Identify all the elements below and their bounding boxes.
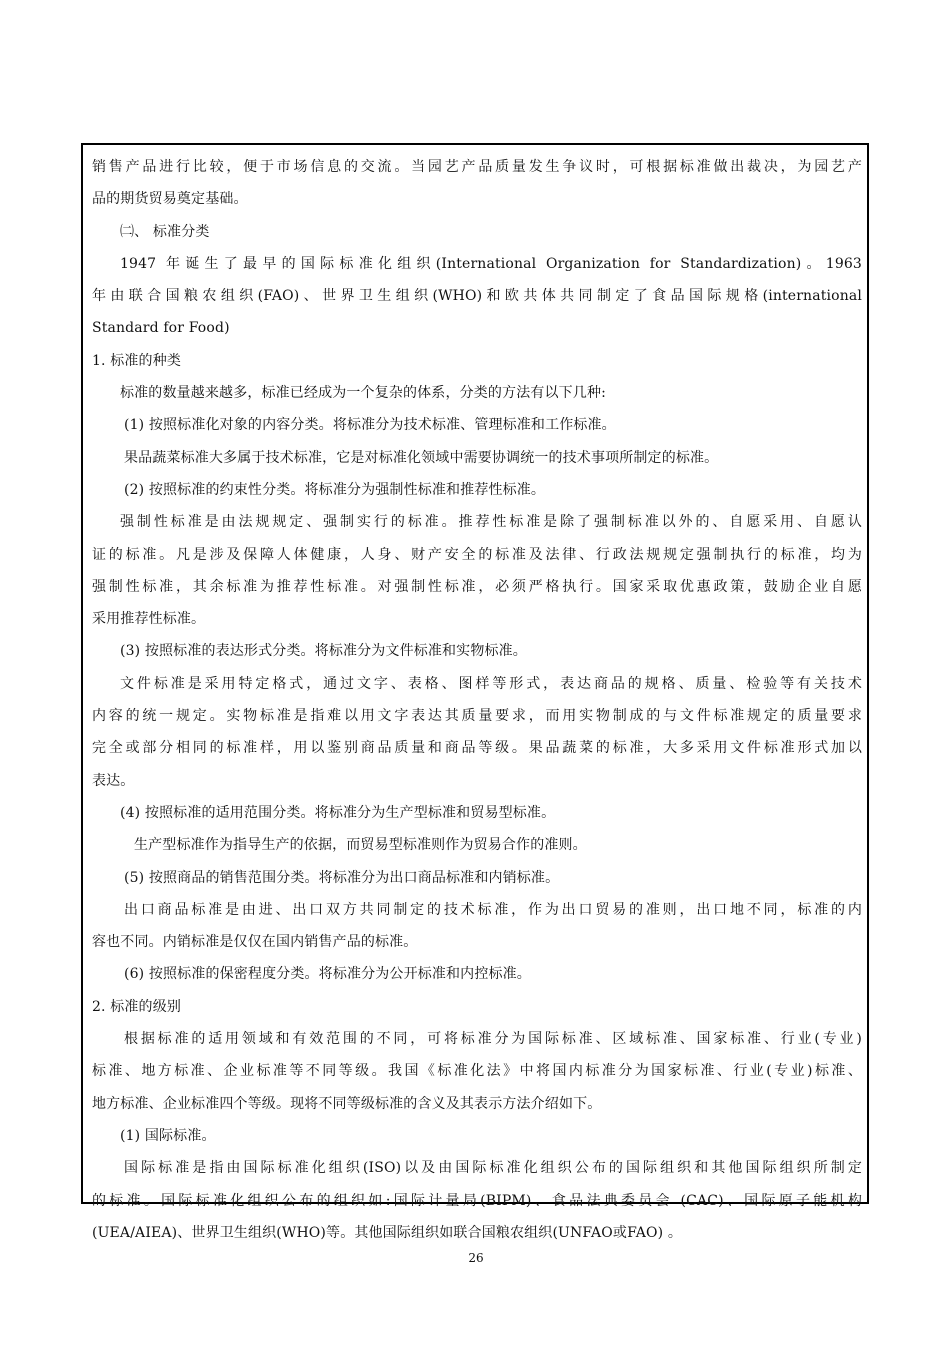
text-line: 强制性标准是由法规规定、强制实行的标准。推荐性标准是除了强制标准以外的、自愿采用、自愿认: [120, 514, 862, 531]
page-number: 26: [468, 1251, 484, 1265]
text-line: (1) 国际标准。: [120, 1127, 216, 1144]
text-line: 国际标准是指由国际标准化组织(ISO)以及由国际标准化组织公布的国际组织和其他国际组织所制定: [124, 1160, 862, 1177]
text-line: ㈡、 标准分类: [120, 223, 210, 240]
text-line: 证的标准。凡是涉及保障人体健康，人身、财产安全的标准及法律、行政法规规定强制执行的标准，均为: [92, 546, 862, 563]
text-line: 内容的统一规定。实物标准是指难以用文字表达其质量要求，而用实物制成的与文件标准规定的质量要求: [92, 708, 862, 725]
text-line: 品的期货贸易奠定基础。: [92, 191, 248, 208]
text-line: 根据标准的适用领域和有效范围的不同，可将标准分为国际标准、区域标准、国家标准、行业(专业): [124, 1031, 862, 1048]
text-line: 表达。: [92, 772, 135, 789]
text-line: 强制性标准，其余标准为推荐性标准。对强制性标准，必须严格执行。国家采取优惠政策，鼓励企业自愿: [92, 578, 862, 595]
text-line: 完全或部分相同的标准样，用以鉴别商品质量和商品等级。果品蔬菜的标准，大多采用文件标准形式加以: [92, 740, 862, 757]
text-line: 标准的数量越来越多，标准已经成为一个复杂的体系，分类的方法有以下几种:: [120, 385, 606, 402]
text-line: 2. 标准的级别: [92, 998, 182, 1015]
text-line: (1) 按照标准化对象的内容分类。将标准分为技术标准、管理标准和工作标准。: [124, 417, 616, 434]
text-line: Standard for Food): [92, 320, 230, 337]
text-line: 年由联合国粮农组织(FAO)、世界卫生组织(WHO)和欧共体共同制定了食品国际规格(international: [92, 288, 862, 305]
text-line: (UEA/AIEA)、世界卫生组织(WHO)等。其他国际组织如联合国粮农组织(UNFAO或FAO) 。: [92, 1224, 682, 1241]
text-line: 地方标准、企业标准四个等级。现将不同等级标准的含义及其表示方法介绍如下。: [92, 1095, 602, 1112]
text-line: 果品蔬菜标准大多属于技术标准，它是对标准化领域中需要协调统一的技术事项所制定的标准。: [124, 449, 719, 466]
text-line: 1. 标准的种类: [92, 352, 182, 369]
text-line: 采用推荐性标准。: [92, 611, 206, 628]
text-line: 出口商品标准是由进、出口双方共同制定的技术标准，作为出口贸易的准则，出口地不同，标准的内: [124, 901, 862, 918]
text-line: 1947 年诞生了最早的国际标准化组织(International Organization for Standardization)。1963: [120, 255, 862, 272]
text-line: 生产型标准作为指导生产的依据，而贸易型标准则作为贸易合作的准则。: [134, 837, 587, 854]
text-line: (3) 按照标准的表达形式分类。将标准分为文件标准和实物标准。: [120, 643, 527, 660]
text-line: (5) 按照商品的销售范围分类。将标准分为出口商品标准和内销标准。: [124, 869, 560, 886]
document-body: [92, 151, 862, 1249]
text-line: 销售产品进行比较，便于市场信息的交流。当园艺产品质量发生争议时，可根据标准做出裁决，为园艺产: [92, 159, 862, 175]
content-frame: [81, 143, 869, 1241]
text-line: 标准、地方标准、企业标准等不同等级。我国《标准化法》中将国内标准分为国家标准、行业(专业)标准、: [92, 1063, 862, 1080]
text-line: 文件标准是采用特定格式，通过文字、表格、图样等形式，表达商品的规格、质量、检验等有关技术: [120, 675, 862, 692]
text-line: (6) 按照标准的保密程度分类。将标准分为公开标准和内控标准。: [124, 966, 531, 983]
text-line: (4) 按照标准的适用范围分类。将标准分为生产型标准和贸易型标准。: [120, 804, 556, 821]
text-line: 的标准。国际标准化组织公布的组织如:国际计量局(BIPM)、食品法典委员会 (CAC)、国际原子能机构: [92, 1192, 862, 1209]
text-line: (2) 按照标准的约束性分类。将标准分为强制性标准和推荐性标准。: [124, 481, 546, 498]
text-line: 容也不同。内销标准是仅仅在国内销售产品的标准。: [92, 934, 418, 951]
